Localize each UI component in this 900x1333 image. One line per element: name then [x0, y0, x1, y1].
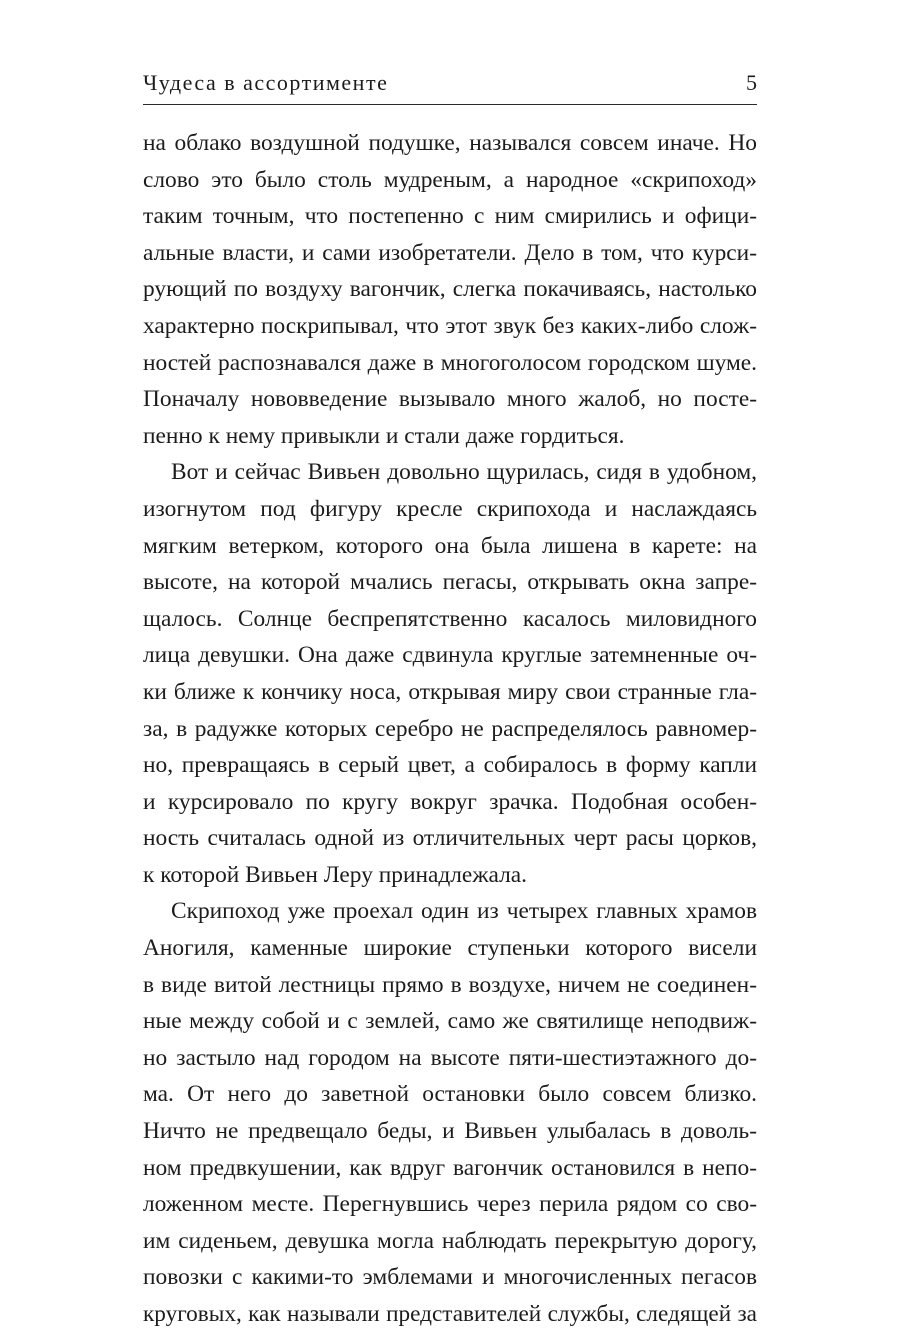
text-line: пенно к нему привыкли и стали даже гордиться.: [143, 422, 625, 449]
text-line: круговых, как называли представителей службы, следящей за: [143, 1301, 757, 1327]
text-line: ном предвкушении, как вдруг вагончик остановился в непо-: [143, 1154, 757, 1181]
text-line: ные между собой и с землей, само же святилище неподвиж-: [143, 1008, 757, 1035]
text-line: высоте, на которой мчались пегасы, открывать окна запре-: [143, 569, 757, 596]
text-line: к которой Вивьен Леру принадлежала.: [143, 861, 527, 888]
text-line: им сиденьем, девушка могла наблюдать перекрытую дорогу,: [143, 1227, 757, 1254]
text-line: таким точным, что постепенно с ним смирились и офици-: [143, 203, 757, 230]
body-text: [143, 125, 757, 1333]
text-line: на облако воздушной подушке, назывался совсем иначе. Но: [143, 130, 757, 156]
text-line: Скрипоход уже проехал один из четырех главных храмов: [171, 898, 757, 925]
text-line: Аногиля, каменные широкие ступеньки которого висели: [143, 935, 757, 962]
header-rule: [143, 104, 757, 105]
text-line: рующий по воздуху вагончик, слегка покачиваясь, настолько: [143, 276, 757, 303]
text-line: ность считалась одной из отличительных черт расы цорков,: [143, 825, 757, 852]
text-line: ностей распознавался даже в многоголосом городском шуме.: [143, 349, 757, 376]
text-line: Ничто не предвещало беды, и Вивьен улыбалась в доволь-: [143, 1118, 757, 1145]
text-line: ложенном месте. Перегнувшись через перила рядом со сво-: [143, 1191, 757, 1218]
text-line: Вот и сейчас Вивьен довольно щурилась, сидя в удобном,: [171, 459, 757, 486]
text-line: и курсировало по кругу вокруг зрачка. Подобная особен-: [143, 788, 757, 815]
running-head: [143, 68, 757, 104]
text-line: но, превращаясь в серый цвет, а собиралось в форму капли: [143, 752, 757, 779]
running-head-title: Чудеса в ассортименте: [143, 70, 389, 95]
text-line: характерно поскрипывал, что этот звук без каких-либо слож-: [143, 312, 757, 339]
text-line: Поначалу нововведение вызывало много жалоб, но посте-: [143, 386, 757, 413]
text-line: слово это было столь мудреным, а народное «скрипоход»: [143, 166, 757, 193]
text-line: щалось. Солнце беспрепятственно касалось миловидного: [143, 605, 757, 632]
text-line: ки ближе к кончику носа, открывая миру свои странные гла-: [143, 678, 757, 705]
text-line: за, в радужке которых серебро не распределялось равномер-: [143, 715, 757, 742]
text-line: мягким ветерком, которого она была лишена в карете: на: [143, 532, 757, 559]
text-line: в виде витой лестницы прямо в воздухе, ничем не соединен-: [143, 971, 757, 998]
text-line: но застыло над городом на высоте пяти-шестиэтажного до-: [143, 1044, 757, 1071]
text-line: ма. От него до заветной остановки было совсем близко.: [143, 1081, 757, 1108]
text-line: лица девушки. Она даже сдвинула круглые затемненные оч-: [143, 642, 757, 669]
text-line: изогнутом под фигуру кресле скрипохода и наслаждаясь: [143, 495, 757, 522]
text-line: повозки с какими-то эмблемами и многочисленных пегасов: [143, 1264, 757, 1291]
page-number: 5: [746, 70, 757, 95]
text-line: альные власти, и сами изобретатели. Дело в том, что курси-: [143, 239, 757, 266]
